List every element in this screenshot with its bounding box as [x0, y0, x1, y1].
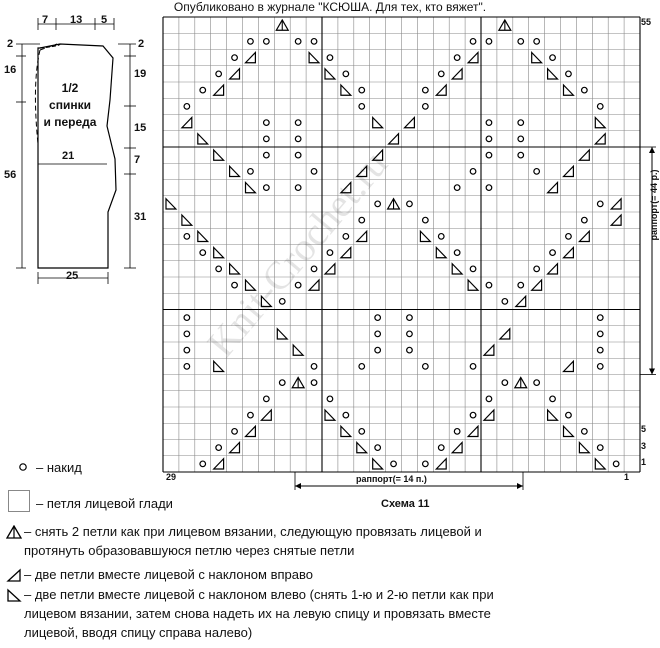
yarn-over-symbol — [232, 55, 238, 61]
k2tog-right-symbol — [611, 215, 621, 225]
k2tog-left-symbol — [357, 443, 367, 453]
k2tog-left-symbol — [595, 459, 605, 469]
yarn-over-symbol — [184, 234, 190, 240]
row-label-55: 55 — [641, 17, 652, 27]
k2tog-left-symbol — [166, 199, 176, 209]
central-double-decrease-icon — [6, 525, 22, 539]
yarn-over-symbol — [359, 87, 365, 93]
k2tog-right-icon — [6, 568, 22, 582]
k2tog-left-symbol — [198, 231, 208, 241]
k2tog-right-symbol — [500, 329, 510, 339]
yarn-over-symbol — [518, 136, 524, 142]
k2tog-left-symbol — [293, 345, 303, 355]
yarn-over-symbol — [343, 71, 349, 77]
k2tog-right-symbol — [564, 166, 574, 176]
yarn-over-symbol — [597, 445, 603, 451]
dim-right-4: 7 — [134, 154, 141, 166]
k2tog-right-symbol — [309, 280, 319, 290]
yarn-over-symbol — [264, 152, 270, 158]
yarn-over-symbol — [438, 445, 444, 451]
dim-top-2: 13 — [70, 14, 83, 26]
yarn-over-symbol — [534, 169, 540, 175]
yarn-over-symbol — [470, 169, 476, 175]
yarn-over-symbol — [184, 364, 190, 370]
k2tog-right-symbol — [405, 118, 415, 128]
yarn-over-symbol — [407, 315, 413, 321]
k2tog-right-symbol — [484, 410, 494, 420]
yarn-over-symbol — [216, 266, 222, 272]
yarn-over-symbol — [597, 104, 603, 110]
dim-left-1: 2 — [7, 38, 14, 50]
yarn-over-symbol — [375, 331, 381, 337]
yarn-over-symbol — [613, 461, 619, 467]
k2tog-left-symbol — [548, 69, 558, 79]
schematic-label-line-2: спинки — [49, 98, 91, 112]
schematic-label-line-3: и переда — [43, 115, 97, 129]
yarn-over-symbol — [566, 234, 572, 240]
yarn-over-icon — [14, 458, 32, 476]
yarn-over-symbol — [407, 331, 413, 337]
yarn-over-symbol — [264, 185, 270, 191]
yarn-over-symbol — [454, 185, 460, 191]
yarn-over-symbol — [216, 71, 222, 77]
k2tog-left-symbol — [325, 410, 335, 420]
k2tog-left-symbol — [420, 231, 430, 241]
yarn-over-symbol — [391, 461, 397, 467]
k2tog-left-symbol — [579, 443, 589, 453]
yarn-over-symbol — [502, 380, 508, 386]
k2tog-left-symbol — [452, 264, 462, 274]
k2tog-right-symbol — [357, 231, 367, 241]
repeat-vertical-label: раппорт(= 44 р.) — [649, 169, 659, 241]
dim-right-5: 31 — [134, 211, 147, 223]
schematic-label-line-1: 1/2 — [61, 81, 79, 95]
yarn-over-symbol — [597, 347, 603, 353]
k2tog-left-symbol — [532, 53, 542, 63]
publication-note: Опубликовано в журнале "КСЮША. Для тех, кто вяжет". — [173, 0, 487, 14]
repeat-h-arrowhead-left — [295, 483, 301, 489]
yarn-over-symbol — [295, 136, 301, 142]
dim-top-1: 7 — [42, 14, 49, 26]
k2tog-right-symbol — [516, 296, 526, 306]
k2tog-right-symbol — [564, 361, 574, 371]
yarn-over-symbol — [566, 412, 572, 418]
k2tog-left-symbol — [309, 53, 319, 63]
k2tog-left-symbol — [277, 329, 287, 339]
yarn-over-symbol — [375, 445, 381, 451]
yarn-over-symbol — [264, 396, 270, 402]
yarn-over-symbol — [502, 299, 508, 305]
k2tog-right-symbol — [484, 345, 494, 355]
legend-k2tog-right-text: – две петли вместе лицевой с наклоном вправо — [24, 567, 313, 582]
yarn-over-symbol — [184, 347, 190, 353]
yarn-over-symbol — [486, 152, 492, 158]
yarn-over-symbol — [534, 266, 540, 272]
yarn-over-symbol — [470, 39, 476, 45]
chart-title: Схема 11 — [381, 498, 430, 510]
legend-knit-text: – петля лицевой глади — [36, 496, 173, 511]
k2tog-right-symbol — [261, 410, 271, 420]
dim-right-1: 2 — [138, 38, 145, 50]
yarn-over-symbol — [248, 39, 254, 45]
yarn-over-symbol — [438, 234, 444, 240]
yarn-over-symbol — [184, 104, 190, 110]
k2tog-right-symbol — [341, 248, 351, 258]
yarn-over-symbol — [407, 347, 413, 353]
yarn-over-symbol — [311, 380, 317, 386]
yarn-over-symbol — [550, 396, 556, 402]
k2tog-left-symbol — [436, 248, 446, 258]
yarn-over-symbol — [200, 87, 206, 93]
yarn-over-symbol — [200, 250, 206, 256]
k2tog-left-symbol — [198, 134, 208, 144]
yarn-over-symbol — [343, 412, 349, 418]
yarn-over-symbol — [200, 461, 206, 467]
yarn-over-symbol — [454, 55, 460, 61]
k2tog-right-symbol — [325, 264, 335, 274]
dim-top-3: 5 — [101, 14, 108, 26]
k2tog-left-symbol — [214, 248, 224, 258]
k2tog-right-symbol — [452, 443, 462, 453]
yarn-over-symbol — [295, 120, 301, 126]
yarn-over-symbol — [518, 120, 524, 126]
k2tog-right-symbol — [436, 85, 446, 95]
yarn-over-symbol — [518, 152, 524, 158]
yarn-over-symbol — [264, 136, 270, 142]
yarn-over-symbol — [454, 429, 460, 435]
yarn-over-symbol — [407, 201, 413, 207]
yarn-over-symbol — [550, 250, 556, 256]
yarn-over-symbol — [438, 71, 444, 77]
yarn-over-symbol — [582, 87, 588, 93]
col-label-1: 1 — [624, 472, 630, 482]
k2tog-left-symbol — [341, 426, 351, 436]
dim-right-3: 15 — [134, 122, 147, 134]
k2tog-right-symbol — [436, 459, 446, 469]
yarn-over-symbol — [518, 282, 524, 288]
legend-yarn-over — [14, 458, 82, 481]
yarn-over-symbol — [534, 39, 540, 45]
legend-yarn-over-text: – накид — [36, 460, 82, 475]
yarn-over-symbol — [264, 39, 270, 45]
yarn-over-symbol — [375, 347, 381, 353]
yarn-over-symbol — [486, 39, 492, 45]
yarn-over-symbol — [597, 331, 603, 337]
k2tog-right-symbol — [548, 183, 558, 193]
k2tog-left-symbol — [325, 69, 335, 79]
yarn-over-symbol — [232, 429, 238, 435]
yarn-over-symbol — [486, 120, 492, 126]
dim-mid-width: 21 — [62, 150, 75, 162]
yarn-over-symbol — [248, 169, 254, 175]
yarn-over-symbol — [311, 169, 317, 175]
repeat-h-arrowhead-right — [517, 483, 523, 489]
k2tog-left-symbol — [468, 280, 478, 290]
watermark: Knit-Crochet.ru — [198, 141, 397, 366]
yarn-over-symbol — [264, 120, 270, 126]
k2tog-right-symbol — [611, 199, 621, 209]
yarn-over-symbol — [518, 39, 524, 45]
yarn-over-symbol — [375, 315, 381, 321]
yarn-over-symbol — [359, 217, 365, 223]
k2tog-left-symbol — [230, 166, 240, 176]
yarn-over-symbol — [470, 364, 476, 370]
legend-k2tog-left-text: – две петли вместе лицевой с наклоном влево (снять 1-ю и 2-ю петли как при лицевом вязании, затем снова надеть их на левую спицу и провязать вместе лицевой, вводя спицу справа налево) — [24, 587, 494, 640]
yarn-over-symbol — [597, 364, 603, 370]
k2tog-right-symbol — [230, 69, 240, 79]
knit-stitch-icon — [8, 490, 30, 512]
yarn-over-symbol — [582, 217, 588, 223]
k2tog-right-symbol — [579, 150, 589, 160]
yarn-over-symbol — [423, 104, 429, 110]
k2tog-left-symbol — [341, 85, 351, 95]
repeat-horizontal-label: раппорт(= 14 п.) — [356, 474, 427, 484]
k2tog-left-symbol — [214, 150, 224, 160]
dim-right-2: 19 — [134, 68, 147, 80]
yarn-over-symbol — [597, 315, 603, 321]
yarn-over-symbol — [327, 55, 333, 61]
k2tog-left-symbol — [246, 183, 256, 193]
k2tog-left-symbol — [373, 459, 383, 469]
k2tog-right-symbol — [532, 280, 542, 290]
yarn-over-symbol — [311, 39, 317, 45]
legend-decrease-3-text: – снять 2 петли как при лицевом вязании, следующую провязать лицевой и протянуть образовавшуюся петлю через снятые петли — [24, 524, 482, 558]
yarn-over-symbol — [550, 55, 556, 61]
k2tog-left-icon — [6, 588, 22, 602]
yarn-over-symbol — [486, 185, 492, 191]
k2tog-left-symbol — [230, 264, 240, 274]
yarn-over-symbol — [216, 445, 222, 451]
yarn-over-symbol — [184, 331, 190, 337]
yarn-over-symbol — [359, 364, 365, 370]
dim-left-3: 56 — [4, 169, 17, 181]
yarn-over-symbol — [582, 429, 588, 435]
k2tog-right-symbol — [468, 53, 478, 63]
k2tog-right-symbol — [548, 264, 558, 274]
k2tog-right-symbol — [246, 53, 256, 63]
k2tog-right-symbol — [230, 443, 240, 453]
k2tog-right-symbol — [468, 426, 478, 436]
dim-bottom-width: 25 — [66, 270, 79, 282]
k2tog-right-symbol — [452, 69, 462, 79]
yarn-over-symbol — [359, 104, 365, 110]
dim-left-2: 16 — [4, 64, 17, 76]
yarn-over-symbol — [486, 282, 492, 288]
yarn-over-symbol — [597, 201, 603, 207]
k2tog-left-symbol — [548, 410, 558, 420]
k2tog-left-symbol — [214, 361, 224, 371]
yarn-over-symbol — [470, 412, 476, 418]
yarn-over-symbol — [295, 39, 301, 45]
yarn-over-symbol — [279, 380, 285, 386]
k2tog-left-symbol — [182, 215, 192, 225]
k2tog-right-symbol — [182, 118, 192, 128]
yarn-over-symbol — [454, 250, 460, 256]
repeat-v-arrowhead-top — [649, 147, 655, 153]
yarn-over-symbol — [534, 380, 540, 386]
k2tog-right-symbol — [214, 459, 224, 469]
yarn-over-symbol — [248, 412, 254, 418]
row-label-5: 5 — [641, 424, 647, 434]
k2tog-left-symbol — [564, 426, 574, 436]
yarn-over-symbol — [375, 201, 381, 207]
row-label-1: 1 — [641, 457, 647, 467]
yarn-over-symbol — [184, 315, 190, 321]
yarn-over-symbol — [470, 266, 476, 272]
legend-knit — [8, 490, 173, 512]
k2tog-right-symbol — [564, 248, 574, 258]
yarn-over-symbol — [566, 71, 572, 77]
yarn-over-symbol — [486, 136, 492, 142]
yarn-over-symbol — [295, 152, 301, 158]
repeat-v-arrowhead-bottom — [649, 369, 655, 375]
k2tog-right-symbol — [389, 134, 399, 144]
k2tog-right-symbol — [595, 134, 605, 144]
yarn-over-symbol — [486, 396, 492, 402]
yarn-over-symbol — [359, 429, 365, 435]
yarn-over-symbol — [327, 396, 333, 402]
yarn-over-symbol — [423, 461, 429, 467]
k2tog-right-symbol — [214, 85, 224, 95]
k2tog-left-symbol — [373, 118, 383, 128]
yarn-over-symbol — [295, 185, 301, 191]
k2tog-right-symbol — [246, 426, 256, 436]
row-label-3: 3 — [641, 441, 647, 451]
k2tog-right-symbol — [579, 231, 589, 241]
yarn-over-symbol — [311, 364, 317, 370]
yarn-over-symbol — [423, 87, 429, 93]
yarn-over-symbol — [423, 217, 429, 223]
k2tog-left-symbol — [564, 85, 574, 95]
k2tog-left-symbol — [595, 118, 605, 128]
yarn-over-symbol — [423, 364, 429, 370]
col-label-29: 29 — [166, 472, 177, 482]
